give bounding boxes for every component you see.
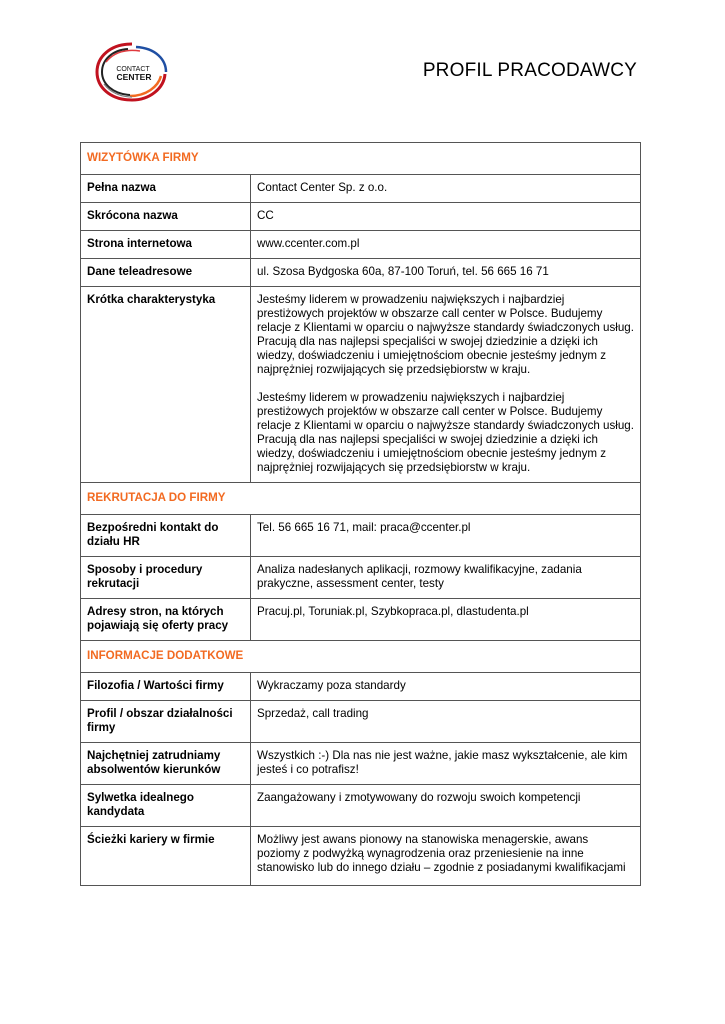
section-title: REKRUTACJA DO FIRMY <box>81 483 641 515</box>
document-title: PROFIL PRACODAWCY <box>422 60 637 81</box>
row-value: Zaangażowany i zmotywowany do rozwoju swoich kompetencji <box>251 785 641 827</box>
section-header-row <box>81 483 641 515</box>
row-value: CC <box>251 203 641 231</box>
table-row <box>81 743 641 785</box>
row-value: Możliwy jest awans pionowy na stanowiska menagerskie, awans poziomy z podwyżką wynagrodzenia oraz przeniesienie na inne stanowisko lub do innego działu – zgodnie z posiadanymi kwalifikacjami <box>251 827 641 886</box>
row-label: Profil / obszar działalności firmy <box>81 701 251 743</box>
row-value: Wszystkich :-) Dla nas nie jest ważne, jakie masz wykształcenie, ale kim jesteś i co potrafisz! <box>251 743 641 785</box>
table-row <box>81 673 641 701</box>
table-row <box>81 515 641 557</box>
row-label: Sposoby i procedury rekrutacji <box>81 557 251 599</box>
row-value: Wykraczamy poza standardy <box>251 673 641 701</box>
row-label: Sylwetka idealnego kandydata <box>81 785 251 827</box>
table-row <box>81 287 641 483</box>
row-label: Najchętniej zatrudniamy absolwentów kierunków <box>81 743 251 785</box>
row-value: Sprzedaż, call trading <box>251 701 641 743</box>
row-value: Contact Center Sp. z o.o. <box>251 175 641 203</box>
table-row <box>81 203 641 231</box>
table-row <box>81 785 641 827</box>
row-label: Strona internetowa <box>81 231 251 259</box>
row-label: Adresy stron, na których pojawiają się oferty pracy <box>81 599 251 641</box>
row-value: www.ccenter.com.pl <box>251 231 641 259</box>
description-paragraph: Jesteśmy liderem w prowadzeniu największych i najbardziej prestiżowych projektów w obszarze call center w Polsce. Budujemy relacje z Klientami w oparciu o najwyższe standardy świadczonych usług. Pracują dla nas najlepsi specjaliści w swojej dziedzinie a dzięki ich wiedzy, doświadczeniu i umiejętnościom obecnie jesteśmy jednym z najprężniej rozwijających się przedsiębiorstw w kraju. <box>257 293 634 376</box>
table-row <box>81 701 641 743</box>
section-header-row <box>81 143 641 175</box>
table-row <box>81 231 641 259</box>
row-value: Pracuj.pl, Toruniak.pl, Szybkopraca.pl, dlastudenta.pl <box>251 599 641 641</box>
table-row <box>81 557 641 599</box>
row-label: Ścieżki kariery w firmie <box>81 827 251 886</box>
table-row <box>81 599 641 641</box>
description-paragraph: Jesteśmy liderem w prowadzeniu największych i najbardziej prestiżowych projektów w obszarze call center w Polsce. Budujemy relacje z Klientami w oparciu o najwyższe standardy świadczonych usług. Pracują dla nas najlepsi specjaliści w swojej dziedzinie a dzięki ich wiedzy, doświadczeniu i umiejętnościom obecnie jesteśmy jednym z najprężniej rozwijających się przedsiębiorstw w kraju. <box>257 391 634 474</box>
section-title: WIZYTÓWKA FIRMY <box>81 143 641 175</box>
section-header-row <box>81 641 641 673</box>
row-label: Bezpośredni kontakt do działu HR <box>81 515 251 557</box>
row-label: Skrócona nazwa <box>81 203 251 231</box>
table-row <box>81 259 641 287</box>
logo-text-bottom: CENTER <box>116 72 152 82</box>
row-value: Tel. 56 665 16 71, mail: praca@ccenter.pl <box>251 515 641 557</box>
section-title: INFORMACJE DODATKOWE <box>81 641 641 673</box>
row-label: Krótka charakterystyka <box>81 287 251 483</box>
logo-text-top: CONTACT <box>116 66 150 73</box>
row-label: Filozofia / Wartości firmy <box>81 673 251 701</box>
row-value-multi <box>251 287 641 483</box>
employer-profile-table <box>80 142 641 886</box>
row-label: Pełna nazwa <box>81 175 251 203</box>
table-row <box>81 175 641 203</box>
row-label: Dane teleadresowe <box>81 259 251 287</box>
row-value: ul. Szosa Bydgoska 60a, 87-100 Toruń, tel. 56 665 16 71 <box>251 259 641 287</box>
company-logo <box>92 40 170 104</box>
table-row <box>81 827 641 886</box>
row-value: Analiza nadesłanych aplikacji, rozmowy kwalifikacyjne, zadania prakyczne, assessment center, testy <box>251 557 641 599</box>
